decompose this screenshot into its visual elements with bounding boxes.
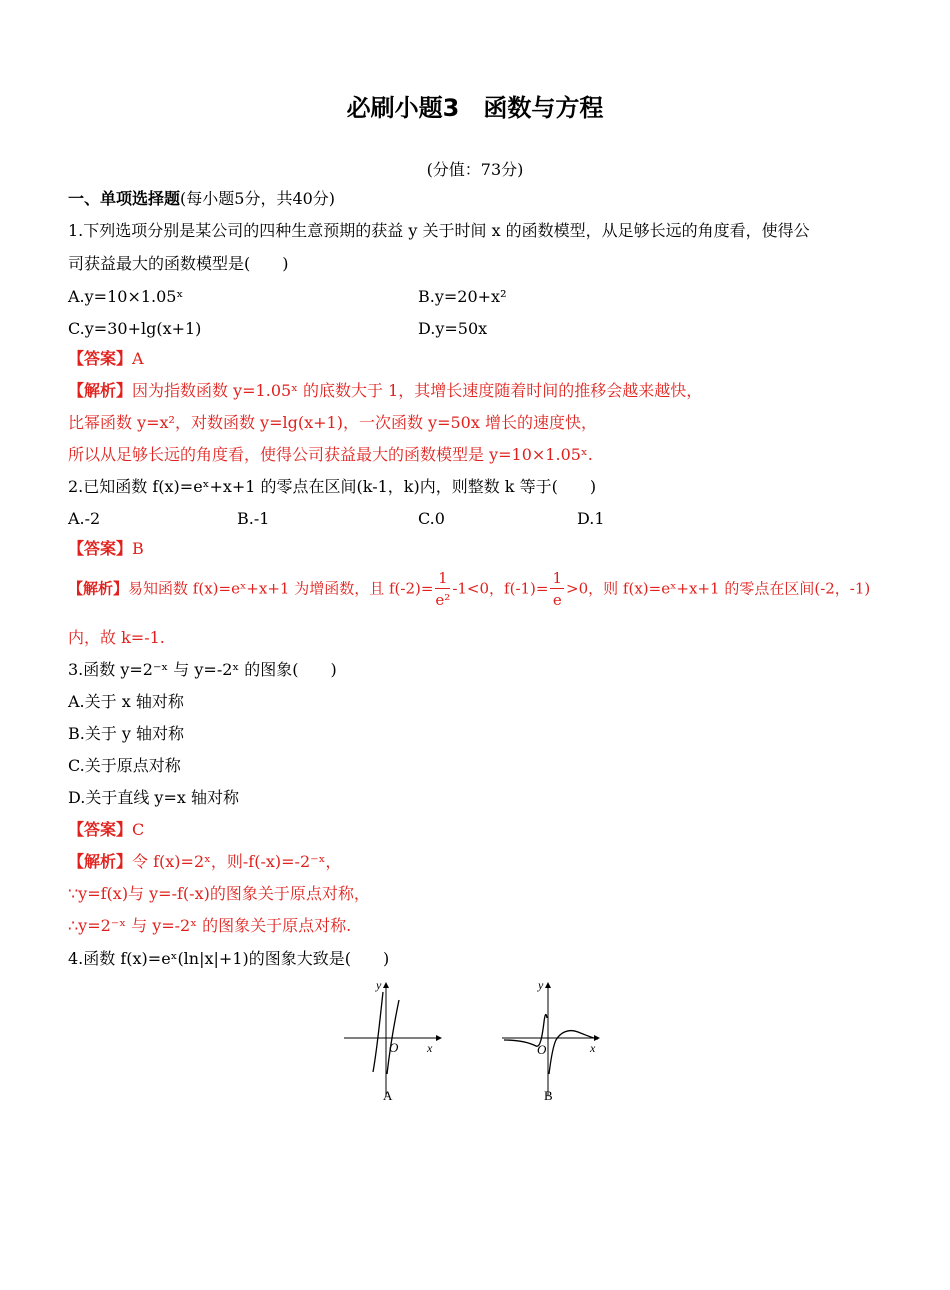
x-axis-label: x bbox=[427, 1041, 433, 1055]
q2-option-c: C.0 bbox=[418, 509, 445, 528]
analysis-text-b: -1<0，f(-1)= bbox=[452, 579, 549, 598]
analysis-text: 令 f(x)=2ˣ，则-f(-x)=-2⁻ˣ， bbox=[132, 852, 342, 871]
q1-option-a: A.y=10×1.05ˣ bbox=[68, 287, 184, 306]
answer-value: C bbox=[132, 820, 145, 839]
q4-stem: 4.函数 f(x)=eˣ(ln|x|+1)的图象大致是( ) bbox=[68, 949, 390, 968]
q3-option-d: D.关于直线 y=x 轴对称 bbox=[68, 788, 239, 807]
origin-label: O bbox=[537, 1042, 547, 1057]
y-axis-label: y bbox=[538, 978, 544, 992]
q3-option-c: C.关于原点对称 bbox=[68, 756, 181, 775]
q3-answer bbox=[68, 819, 144, 841]
fraction-denominator: e bbox=[552, 591, 562, 609]
q3-analysis-line2: ∵y=f(x)与 y=-f(-x)的图象关于原点对称， bbox=[68, 884, 370, 903]
q1-stem-line2: 司获益最大的函数模型是( ) bbox=[68, 254, 289, 273]
q3-stem: 3.函数 y=2⁻ˣ 与 y=-2ˣ 的图象( ) bbox=[68, 660, 337, 679]
fraction-denominator: e² bbox=[435, 591, 451, 609]
analysis-label: 【解析】 bbox=[68, 852, 133, 871]
graph-option-b bbox=[498, 978, 608, 1108]
q2-analysis-line1 bbox=[68, 568, 870, 611]
analysis-text-c: >0，则 f(x)=eˣ+x+1 的零点在区间(-2，-1) bbox=[566, 579, 871, 598]
q2-option-b: B.-1 bbox=[237, 509, 270, 528]
x-axis-label: x bbox=[590, 1041, 596, 1055]
q2-option-a: A.-2 bbox=[68, 509, 101, 528]
curve-left-branch bbox=[373, 992, 383, 1072]
q1-analysis-line1 bbox=[68, 380, 702, 402]
y-axis-arrow bbox=[545, 982, 551, 988]
q3-analysis-line1 bbox=[68, 851, 341, 873]
q1-answer bbox=[68, 348, 144, 370]
q1-option-c: C.y=30+lg(x+1) bbox=[68, 319, 202, 338]
fraction-1-over-e bbox=[550, 568, 564, 611]
score-note: (分值：73分) bbox=[426, 160, 524, 179]
page-title: 必刷小题3 函数与方程 bbox=[346, 94, 604, 122]
q1-analysis-line3: 所以从足够长远的角度看，使得公司获益最大的函数模型是 y=10×1.05ˣ. bbox=[68, 445, 593, 464]
answer-label: 【答案】 bbox=[68, 539, 133, 558]
analysis-text: 因为指数函数 y=1.05ˣ 的底数大于 1，其增长速度随着时间的推移会越来越快， bbox=[132, 381, 703, 400]
fraction-numerator: 1 bbox=[435, 568, 450, 589]
graph-caption: A bbox=[383, 1088, 393, 1103]
q1-analysis-line2: 比幂函数 y=x²，对数函数 y=lg(x+1)，一次函数 y=50x 增长的速度快， bbox=[68, 413, 597, 432]
fraction-numerator: 1 bbox=[552, 569, 563, 587]
origin-label: O bbox=[389, 1040, 399, 1055]
q1-stem-line1: 1.下列选项分别是某公司的四种生意预期的获益 y 关于时间 x 的函数模型，从足够长远的角度看，使得公 bbox=[68, 221, 810, 240]
graph-option-a bbox=[340, 978, 450, 1108]
analysis-label: 【解析】 bbox=[68, 579, 129, 598]
answer-label: 【答案】 bbox=[68, 820, 133, 839]
q1-option-d: D.y=50x bbox=[418, 319, 488, 338]
y-axis-label: y bbox=[376, 978, 382, 992]
q3-analysis-line3: ∴y=2⁻ˣ 与 y=-2ˣ 的图象关于原点对称. bbox=[68, 916, 352, 935]
answer-label: 【答案】 bbox=[68, 349, 133, 368]
analysis-label: 【解析】 bbox=[68, 381, 133, 400]
x-axis-arrow bbox=[436, 1035, 442, 1041]
q1-option-b: B.y=20+x² bbox=[418, 287, 507, 306]
q3-option-b: B.关于 y 轴对称 bbox=[68, 724, 185, 743]
q2-analysis-line2: 内，故 k=-1. bbox=[68, 628, 165, 647]
q2-option-d: D.1 bbox=[577, 509, 605, 528]
analysis-text-a: 易知函数 f(x)=eˣ+x+1 为增函数，且 f(-2)= bbox=[128, 579, 434, 598]
curve-right-branch bbox=[387, 1000, 399, 1074]
graph-caption: B bbox=[544, 1088, 553, 1103]
section-heading bbox=[68, 188, 335, 210]
q2-stem: 2.已知函数 f(x)=eˣ+x+1 的零点在区间(k-1，k)内，则整数 k 等于( ) bbox=[68, 477, 597, 496]
section-name: 一、单项选择题 bbox=[68, 189, 181, 208]
y-axis-arrow bbox=[383, 982, 389, 988]
section-note: (每小题5分，共40分) bbox=[180, 189, 336, 208]
answer-value: B bbox=[132, 539, 144, 558]
q2-answer bbox=[68, 538, 144, 560]
fraction-1-over-e-squared bbox=[435, 568, 450, 611]
q3-option-a: A.关于 x 轴对称 bbox=[68, 692, 184, 711]
answer-value: A bbox=[132, 349, 144, 368]
